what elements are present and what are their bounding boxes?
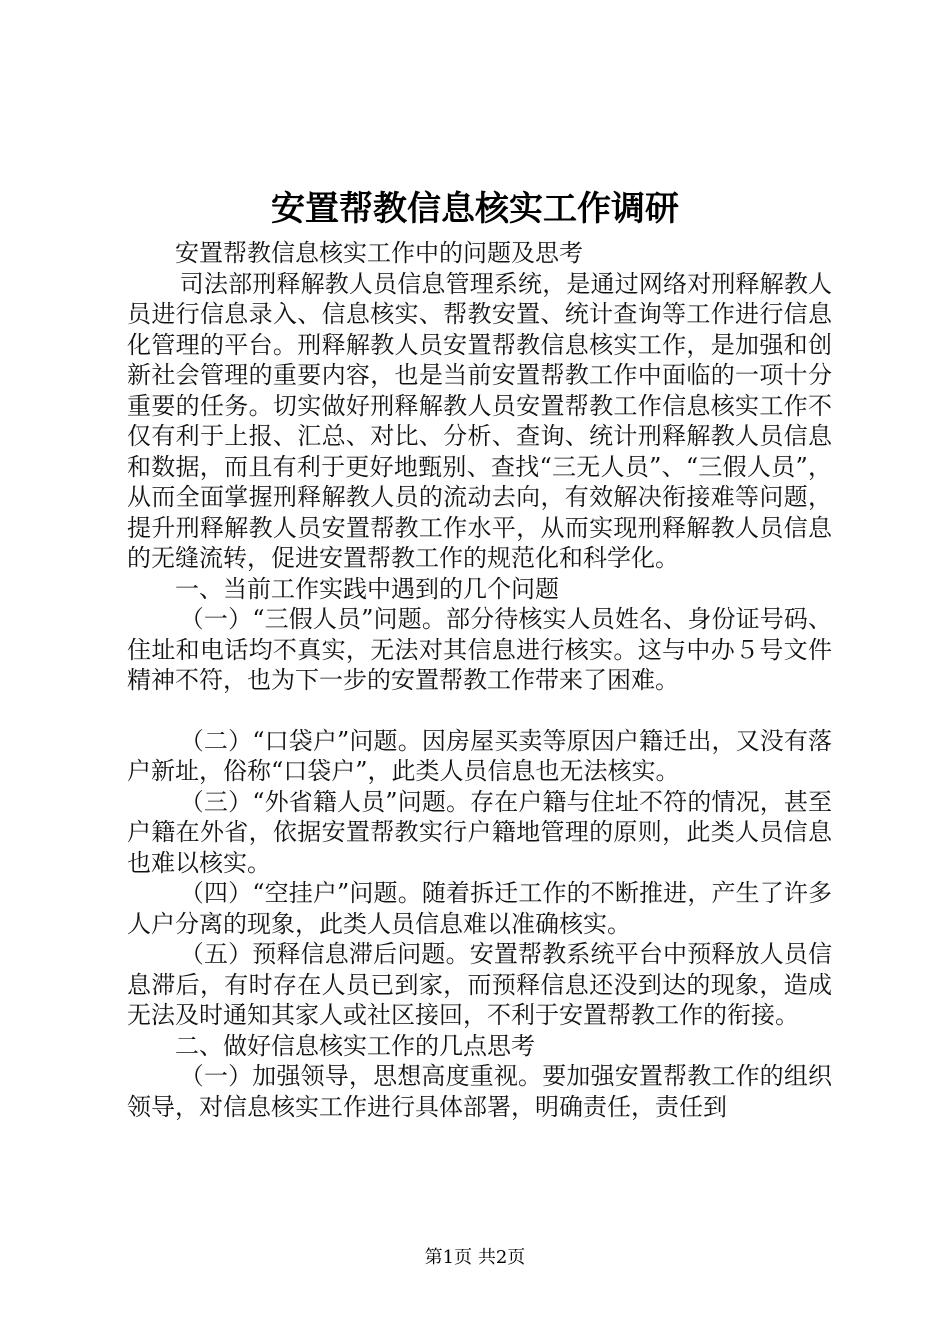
paragraph-problem-2: （二）“口袋户”问题。因房屋买卖等原因户籍迁出，又没有落户新址，俗称“口袋户”，此类人员信息也无法核实。 [127, 726, 832, 785]
paragraph-problem-1: （一）“三假人员”问题。部分待核实人员姓名、身份证号码、住址和电话均不真实，无法对其信息进行核实。这与中办５号文件精神不符，也为下一步的安置帮教工作带来了困难。 [127, 605, 832, 694]
paragraph-problem-4: （四）“空挂户”问题。随着拆迁工作的不断推进，产生了许多人户分离的现象，此类人员信息难以准确核实。 [127, 879, 832, 938]
section-heading-thoughts: 二、做好信息核实工作的几点思考 [175, 1031, 535, 1060]
page-footer: 第1页 共2页 [424, 1247, 526, 1268]
section-heading-problems: 一、当前工作实践中遇到的几个问题 [175, 574, 559, 603]
document-body [127, 238, 832, 1122]
paragraph-problem-3: （三）“外省籍人员”问题。存在户籍与住址不符的情况，甚至户籍在外省，依据安置帮教实行户籍地管理的原则，此类人员信息也难以核实。 [127, 787, 832, 877]
paragraph-thought-1: （一）加强领导，思想高度重视。要加强安置帮教工作的组织领导，对信息核实工作进行具体部署，明确责任，责任到 [127, 1062, 832, 1121]
document-subtitle: 安置帮教信息核实工作中的问题及思考 [175, 239, 583, 267]
paragraph-intro: 司法部刑释解教人员信息管理系统，是通过网络对刑释解教人员进行信息录入、信息核实、帮教安置、统计查询等工作进行信息化管理的平台。刑释解教人员安置帮教信息核实工作，是加强和创新社会管理的重要内容，也是当前安置帮教工作中面临的一项十分重要的任务。切实做好刑释解教人员安置帮教工作信息核实工作不仅有利于上报、汇总、对比、分析、查询、统计刑释解教人员信息和数据，而且有利于更好地甄别、查找“三无人员”、“三假人员”，从而全面掌握刑释解教人员的流动去向，有效解决衔接难等问题，提升刑释解教人员安置帮教工作水平，从而实现刑释解教人员信息的无缝流转，促进安置帮教工作的规范化和科学化。 [127, 269, 832, 572]
paragraph-problem-5: （五）预释信息滞后问题。安置帮教系统平台中预释放人员信息滞后，有时存在人员已到家，而预释信息还没到达的现象，造成无法及时通知其家人或社区接回，不利于安置帮教工作的衔接。 [127, 940, 832, 1029]
document-title: 安置帮教信息核实工作调研 [271, 189, 679, 229]
